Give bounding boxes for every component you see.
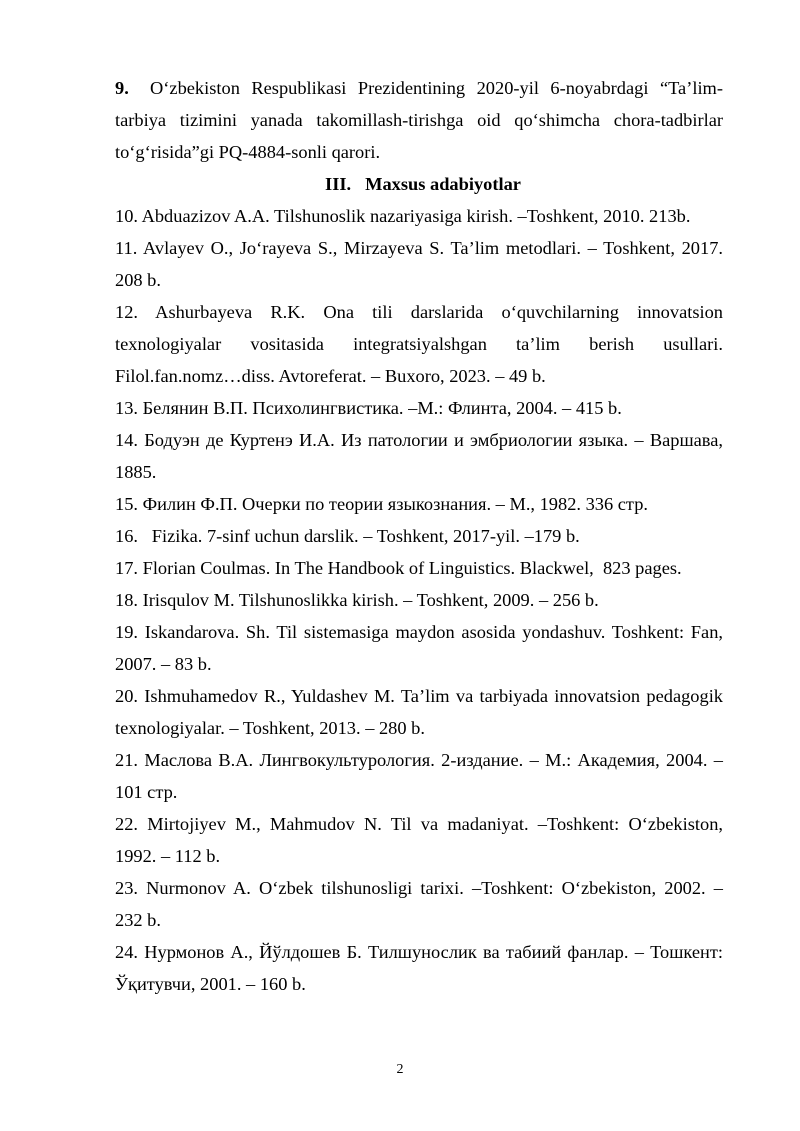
reference-item-9 xyxy=(115,72,723,168)
reference-item-23: 23. Nurmonov A. O‘zbek tilshunosligi tarixi. –Toshkent: O‘zbekiston, 2002. – 232 b. xyxy=(115,878,723,930)
page-content xyxy=(115,72,723,1000)
reference-item-22: 22. Mirtojiyev M., Mahmudov N. Til va madaniyat. –Toshkent: O‘zbekiston, 1992. – 112 b. xyxy=(115,814,723,866)
section-heading-number: III. xyxy=(325,174,352,194)
reference-item-13: 13. Белянин В.П. Психолингвистика. –М.: Флинта, 2004. – 415 b. xyxy=(115,398,622,418)
reference-item-20: 20. Ishmuhamedov R., Yuldashev M. Ta’lim va tarbiyada innovatsion pedagogik texnologiyalar. – Toshkent, 2013. – 280 b. xyxy=(115,686,723,738)
reference-item-24: 24. Нурмонов А., Йўлдошев Б. Тилшунослик ва табиий фанлар. – Тошкент: Ўқитувчи, 2001. – 160 b. xyxy=(115,942,723,994)
reference-item-17: 17. Florian Coulmas. In The Handbook of Linguistics. Blackwel, 823 pages. xyxy=(115,558,682,578)
reference-item-9-text: O‘zbekiston Respublikasi Prezidentining 2020-yil 6-noyabrdagi “Ta’lim-tarbiya tizimini yanada takomillash-tirishga oid qo‘shimcha chora-tadbirlar to‘g‘risida”gi PQ-4884-sonli qarori. xyxy=(115,78,723,162)
reference-item-10: 10. Abduazizov A.A. Tilshunoslik nazariyasiga kirish. –Toshkent, 2010. 213b. xyxy=(115,206,691,226)
reference-item-18: 18. Irisqulov M. Tilshunoslikka kirish. – Toshkent, 2009. – 256 b. xyxy=(115,590,599,610)
reference-item-14: 14. Бодуэн де Куртенэ И.А. Из патологии и эмбриологии языка. – Варшава, 1885. xyxy=(115,430,723,482)
reference-item-21: 21. Маслова В.А. Лингвокультурология. 2-издание. – М.: Академия, 2004. – 101 стр. xyxy=(115,750,723,802)
reference-item-16: 16. Fizika. 7-sinf uchun darslik. – Toshkent, 2017-yil. –179 b. xyxy=(115,526,580,546)
section-heading-title: Maxsus adabiyotlar xyxy=(365,174,521,194)
reference-item-15: 15. Филин Ф.П. Очерки по теории языкознания. – М., 1982. 336 стр. xyxy=(115,494,648,514)
reference-item-12: 12. Ashurbayeva R.K. Ona tili darslarida o‘quvchilarning innovatsion texnologiyalar vositasida integratsiyalshgan ta’lim berish usullari. Filol.fan.nomz…diss. Avtoreferat. – Buxoro, 2023. – 49 b. xyxy=(115,302,723,386)
reference-item-9-number: 9. xyxy=(115,78,129,98)
section-heading xyxy=(115,168,723,200)
reference-item-11: 11. Avlayev O., Jo‘rayeva S., Mirzayeva S. Ta’lim metodlari. – Toshkent, 2017. 208 b. xyxy=(115,238,723,290)
page-number: 2 xyxy=(396,1062,404,1077)
reference-item-19: 19. Iskandarova. Sh. Til sistemasiga maydon asosida yondashuv. Toshkent: Fan, 2007. – 83 b. xyxy=(115,622,723,674)
